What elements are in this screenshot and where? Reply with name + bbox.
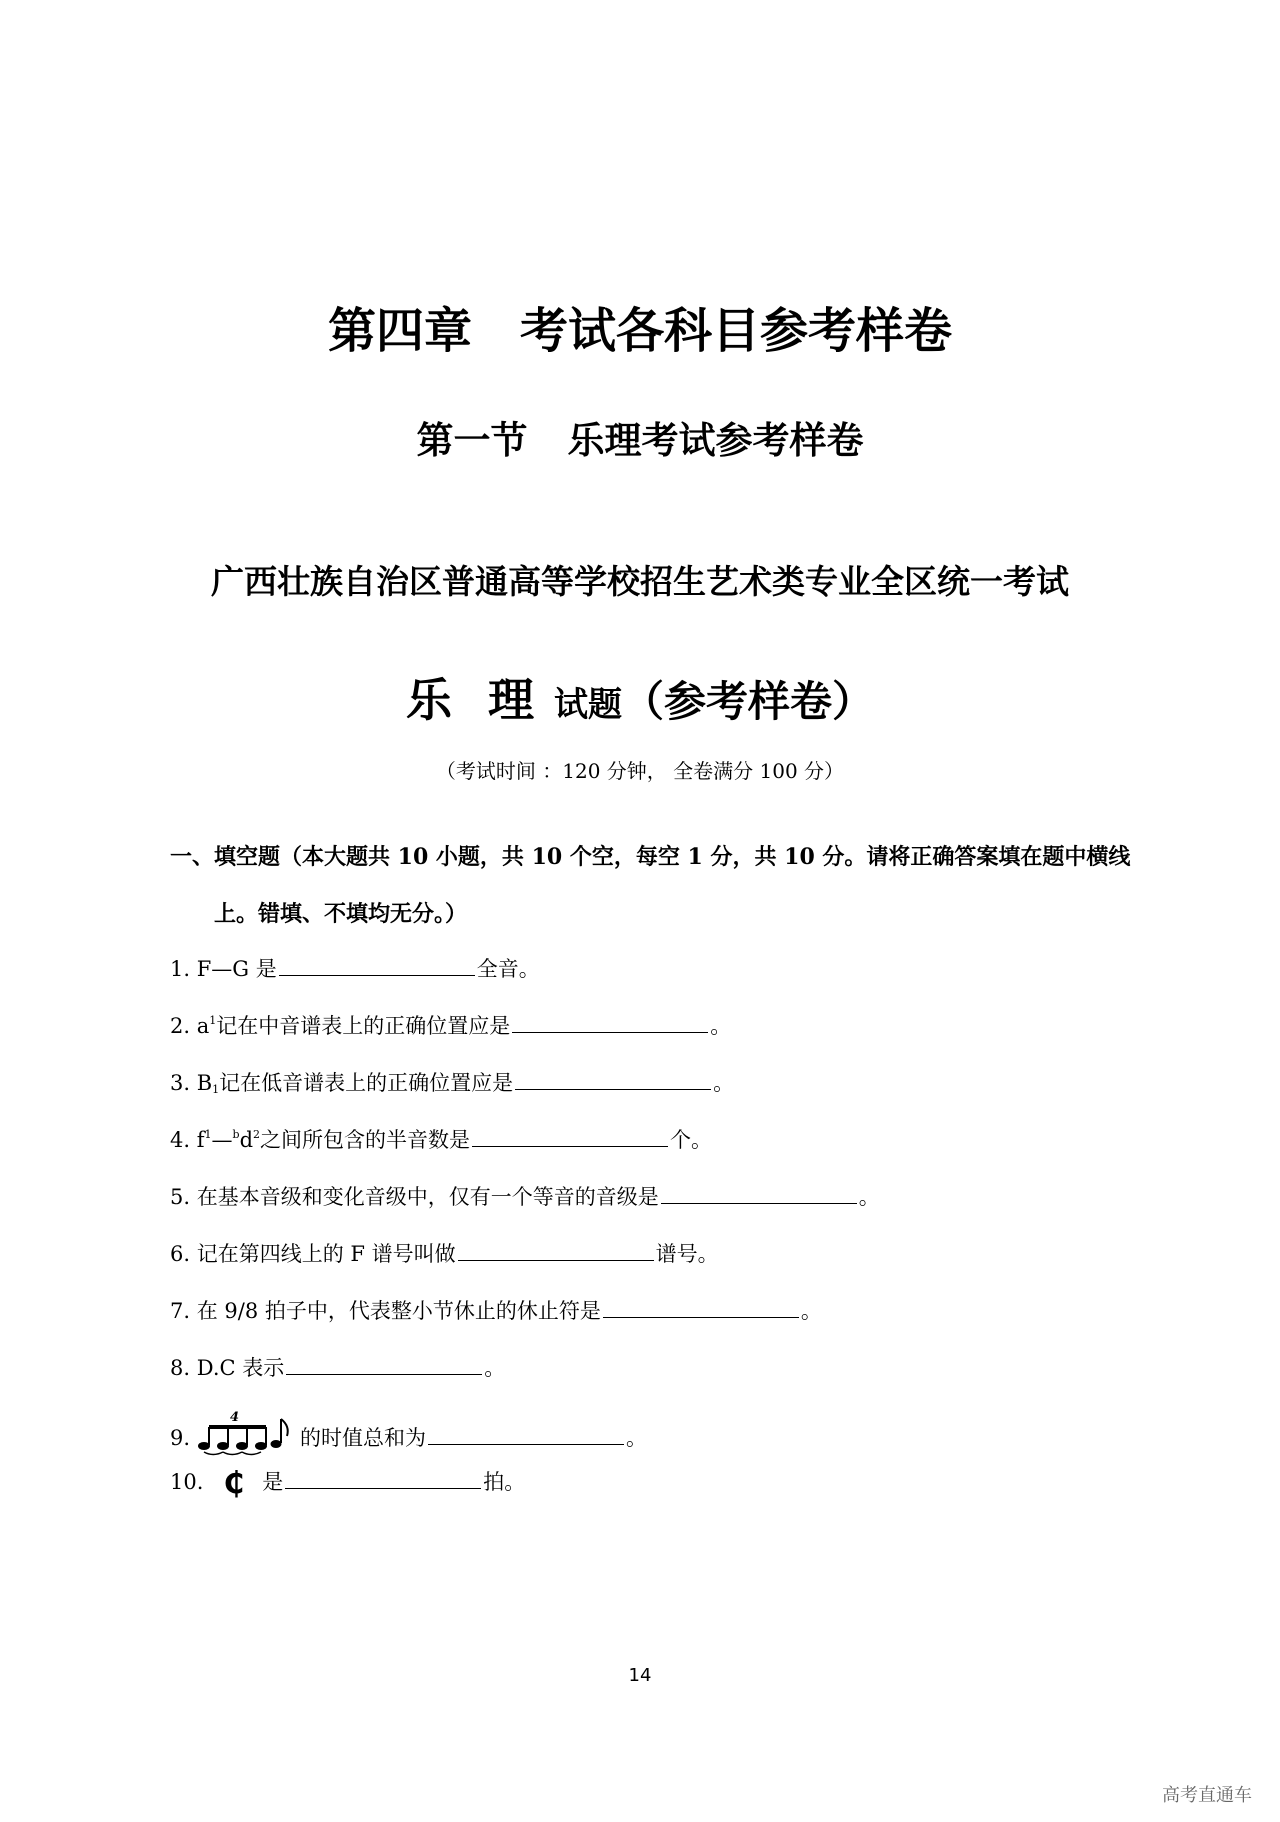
note-name: f: [196, 1128, 205, 1152]
answer-blank[interactable]: [458, 1240, 654, 1261]
subject-paren: （参考样卷）: [622, 677, 875, 726]
question-5: [170, 1181, 880, 1211]
question-number: 4.: [170, 1128, 191, 1152]
question-3: [170, 1067, 734, 1097]
question-6: [170, 1238, 719, 1268]
question-4: [170, 1124, 712, 1154]
question-10: [170, 1466, 525, 1501]
flat-sign: b: [232, 1128, 240, 1141]
exam-duration: （考试时间 ：120 分钟， 全卷满分 100 分）: [435, 759, 845, 783]
chapter-number: 第四章: [327, 303, 472, 359]
quadruplet-notes-icon: [198, 1409, 294, 1462]
note-name: d: [239, 1128, 254, 1152]
question-text-end: 拍。: [483, 1470, 526, 1494]
subject-title: [0, 664, 1280, 730]
question-text: 之间所包含的半音数是: [260, 1128, 471, 1152]
question-8: [170, 1352, 505, 1382]
question-text-end: 。: [713, 1071, 735, 1095]
answer-blank[interactable]: [286, 1354, 482, 1375]
question-text-end: 全音。: [476, 957, 540, 981]
cut-time-icon: ₵: [223, 1466, 245, 1501]
question-number: 3.: [170, 1071, 191, 1095]
question-number: 7.: [170, 1299, 191, 1323]
watermark: 高考直通车: [1162, 1785, 1252, 1806]
question-2: [170, 1010, 731, 1040]
question-text: 记在低音谱表上的正确位置应是: [219, 1071, 514, 1095]
question-number: 10.: [170, 1470, 204, 1494]
question-text: 在 9/8 拍子中，代表整小节休止的休止符是: [196, 1299, 601, 1323]
section-name: 乐理考试参考样卷: [567, 419, 864, 462]
question-text-end: 谱号。: [655, 1242, 719, 1266]
octave-mark: 1: [204, 1128, 212, 1141]
question-number: 1.: [170, 957, 191, 981]
question-text-end: 。: [858, 1185, 880, 1209]
octave-mark: 1: [212, 1083, 220, 1096]
question-text: 的时值总和为: [300, 1426, 427, 1450]
question-number: 8.: [170, 1356, 191, 1380]
answer-blank[interactable]: [512, 1012, 708, 1033]
tuplet-number: 4: [230, 1410, 240, 1425]
question-1: [170, 953, 540, 983]
section-title: [0, 410, 1280, 464]
question-number: 9.: [170, 1426, 191, 1450]
answer-blank[interactable]: [472, 1126, 668, 1147]
question-text: 是: [262, 1470, 284, 1494]
chapter-title: [0, 292, 1280, 361]
answer-blank[interactable]: [279, 955, 475, 976]
question-text-end: 。: [626, 1426, 648, 1450]
exam-name: 广西壮族自治区普通高等学校招生艺术类专业全区统一考试: [211, 562, 1069, 601]
question-7: [170, 1295, 822, 1325]
question-text-end: 。: [484, 1356, 506, 1380]
octave-mark: 2: [253, 1128, 261, 1141]
subject-main: 乐 理: [405, 673, 544, 727]
note-name: B: [196, 1071, 213, 1095]
answer-blank[interactable]: [661, 1183, 857, 1204]
subject-sub: 试题: [554, 685, 622, 725]
answer-blank[interactable]: [603, 1297, 799, 1318]
answer-blank[interactable]: [428, 1424, 624, 1445]
page-number: 14: [628, 1665, 652, 1686]
question-text-end: 。: [800, 1299, 822, 1323]
question-text: 在基本音级和变化音级中，仅有一个等音的音级是: [196, 1185, 659, 1209]
question-number: 6.: [170, 1242, 191, 1266]
note-name: a: [196, 1014, 210, 1038]
question-text: 记在中音谱表上的正确位置应是: [216, 1014, 511, 1038]
interval-dash: —: [211, 1128, 233, 1152]
octave-mark: 1: [209, 1014, 217, 1027]
question-text: F—G 是: [196, 957, 277, 981]
answer-blank[interactable]: [515, 1069, 711, 1090]
part1-heading: 一、填空题（本大题共 10 小题，共 10 个空，每空 1 分，共 10 分。请将正确答案填在题中横线: [170, 844, 1131, 870]
question-text-end: 个。: [670, 1128, 713, 1152]
question-9: [170, 1409, 647, 1462]
question-number: 5.: [170, 1185, 191, 1209]
question-text: D.C 表示: [196, 1356, 285, 1380]
question-text-end: 。: [710, 1014, 732, 1038]
answer-blank[interactable]: [285, 1468, 481, 1489]
part1-heading-cont: 上。错填、不填均无分。）: [214, 901, 468, 927]
question-text: 记在第四线上的 F 谱号叫做: [196, 1242, 456, 1266]
section-number: 第一节: [416, 419, 528, 462]
rhythm-figure: [198, 1409, 294, 1457]
question-number: 2.: [170, 1014, 191, 1038]
chapter-name: 考试各科目参考样卷: [520, 303, 953, 359]
